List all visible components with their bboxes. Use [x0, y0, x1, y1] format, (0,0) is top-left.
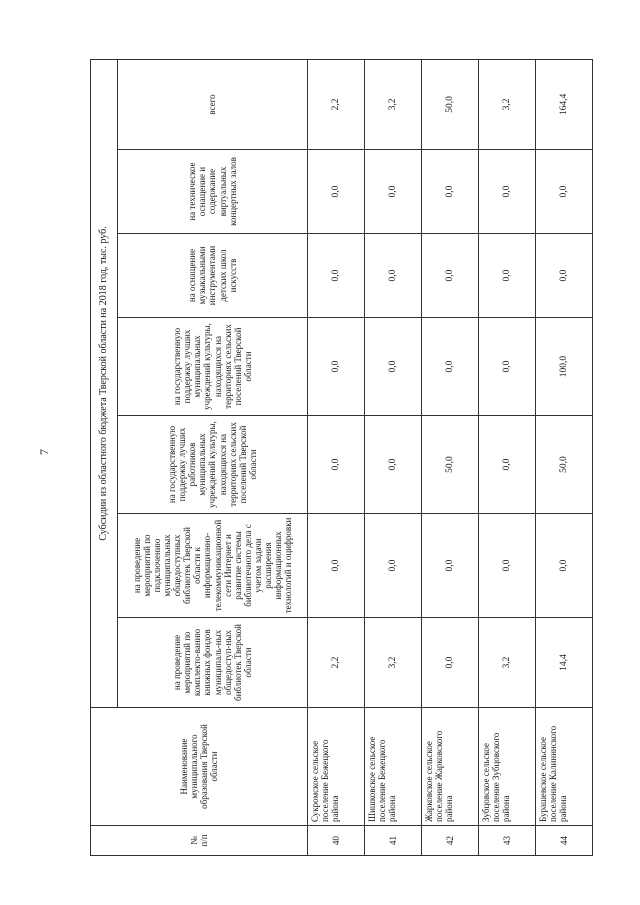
row-municipality: Бурашевское сельское поселение Калининского района: [536, 708, 593, 826]
cell-value: 50,0: [422, 416, 479, 514]
cell-value: 0,0: [365, 416, 422, 514]
cell-value: 0,0: [536, 514, 593, 618]
cell-total: 50,0: [422, 59, 479, 149]
cell-value: 0,0: [422, 318, 479, 416]
cell-value: 0,0: [365, 318, 422, 416]
table-row: [365, 59, 422, 855]
header-best-workers: на государственную поддержку лучших работников муниципальных учреждений культуры, находящихся на территориях сельских поселений Тверской области: [118, 416, 308, 514]
cell-total: 3,2: [365, 59, 422, 149]
table-row: [308, 59, 365, 855]
header-best-institutions: на государственную поддержку лучших муниципальных учреждений культуры, находящихся на территориях сельских поселений Тверской области: [118, 318, 308, 416]
cell-total: 3,2: [479, 59, 536, 149]
cell-value: 3,2: [479, 618, 536, 708]
cell-value: 100,0: [536, 318, 593, 416]
cell-value: 14,4: [536, 618, 593, 708]
subsidy-table-container: [90, 60, 583, 856]
table-row: [536, 59, 593, 855]
row-municipality: Шишковское сельское поселение Бежецкого района: [365, 708, 422, 826]
cell-value: 2,2: [308, 618, 365, 708]
header-music-instruments: на оснащение музыкальными инструментами детских школ искусств: [118, 234, 308, 318]
cell-value: 0,0: [422, 618, 479, 708]
header-internet-libraries: на проведение мероприятий по подключению муниципальных общедоступных библиотек Тверской области к информационно-телекоммуникационной сети Интернет и развитие системы библиотечного дела с учетом задачи расширения информационных технологий и оцифровки: [118, 514, 308, 618]
row-number: 44: [536, 826, 593, 856]
row-number: 40: [308, 826, 365, 856]
cell-value: 3,2: [365, 618, 422, 708]
cell-value: 0,0: [308, 150, 365, 234]
row-municipality: Сукромское сельское поселение Бежецкого района: [308, 708, 365, 826]
header-number: № п/п: [91, 826, 308, 856]
cell-value: 0,0: [479, 150, 536, 234]
header-municipality: Наименование муниципального образования Тверской области: [91, 708, 308, 826]
header-subsidy: Субсидии из областного бюджета Тверской области на 2018 год, тыс. руб.: [91, 59, 118, 707]
table-row: [422, 59, 479, 855]
cell-value: 0,0: [308, 514, 365, 618]
cell-total: 164,4: [536, 59, 593, 149]
cell-value: 0,0: [422, 234, 479, 318]
page-number: 7: [37, 449, 51, 455]
cell-value: 0,0: [536, 150, 593, 234]
header-virtual-concert-halls: на техническое оснащение и содержание виртуальных концертных залов: [118, 150, 308, 234]
table-row: [479, 59, 536, 855]
cell-value: 0,0: [479, 234, 536, 318]
cell-value: 0,0: [365, 234, 422, 318]
cell-value: 0,0: [365, 150, 422, 234]
header-book-funds: на проведение мероприятий по комплекто-ванию книжных фондов муниципаль-ных общедоступ-ных библиотек Тверской области: [118, 618, 308, 708]
row-municipality: Зубцовское сельское поселение Зубцовского района: [479, 708, 536, 826]
header-total: всего: [118, 59, 308, 149]
cell-value: 50,0: [536, 416, 593, 514]
cell-value: 0,0: [365, 514, 422, 618]
cell-value: 0,0: [308, 318, 365, 416]
cell-value: 0,0: [479, 514, 536, 618]
row-number: 43: [479, 826, 536, 856]
cell-value: 0,0: [422, 514, 479, 618]
cell-value: 0,0: [308, 234, 365, 318]
row-municipality: Жарковское сельское поселение Жарковского района: [422, 708, 479, 826]
row-number: 42: [422, 826, 479, 856]
row-number: 41: [365, 826, 422, 856]
cell-value: 0,0: [479, 318, 536, 416]
cell-value: 0,0: [308, 416, 365, 514]
cell-value: 0,0: [479, 416, 536, 514]
subsidy-table: [90, 59, 593, 856]
cell-total: 2,2: [308, 59, 365, 149]
cell-value: 0,0: [536, 234, 593, 318]
cell-value: 0,0: [422, 150, 479, 234]
